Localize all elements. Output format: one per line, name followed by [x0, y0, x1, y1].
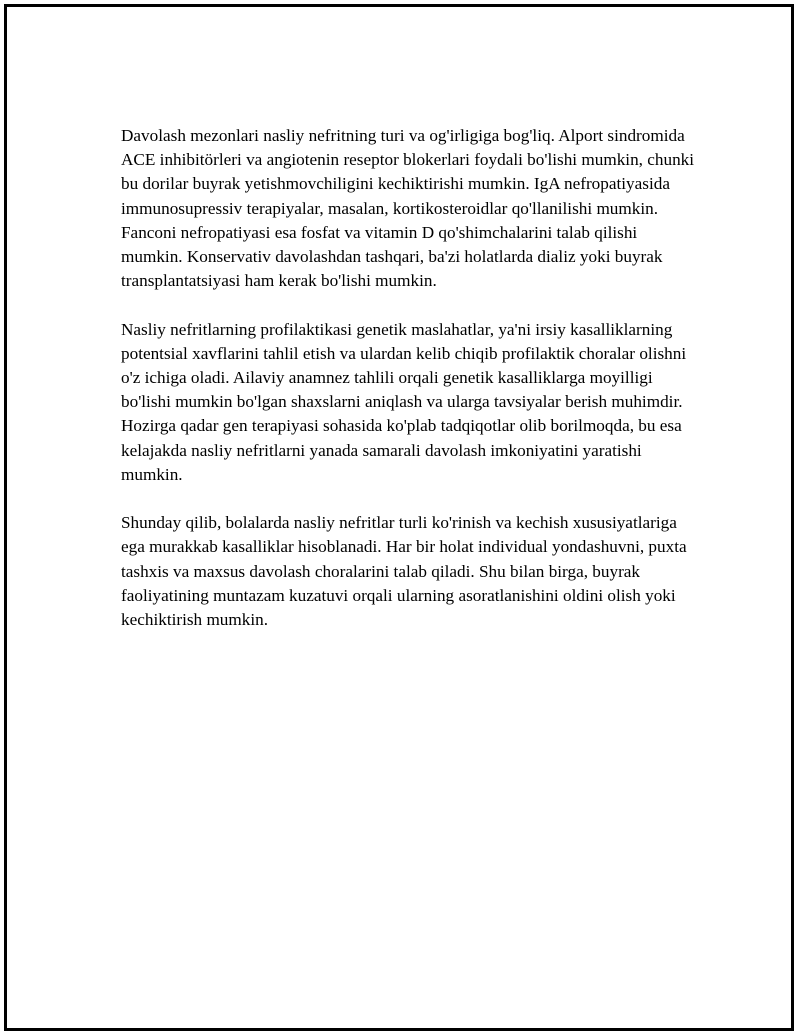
paragraph-treatment: Davolash mezonlari nasliy nefritning turi va og'irligiga bog'liq. Alport sindromida ACE inhibitörleri va angiotenin reseptor blokerlari foydali bo'lishi mumkin, chunki bu dorilar buyrak yetishmovchiligini kechiktirishi mumkin. IgA nefropatiyasida immunosupressiv terapiyalar, masalan, kortikosteroidlar qo'llanilishi mumkin. Fanconi nefropatiyasi esa fosfat va vitamin D qo'shimchalarini talab qilishi mumkin. Konservativ davolashdan tashqari, ba'zi holatlarda dializ yoki buyrak transplantatsiyasi ham kerak bo'lishi mumkin. [121, 126, 695, 291]
document-body [121, 124, 701, 656]
paragraph-prevention: Nasliy nefritlarning profilaktikasi genetik maslahatlar, ya'ni irsiy kasalliklarning potentsial xavflarini tahlil etish va ulardan kelib chiqib profilaktik choralar olishni o'z ichiga oladi. Ailaviy anamnez tahlili orqali genetik kasalliklarga moyilligi bo'lishi mumkin bo'lgan shaxslarni aniqlash va ularga tavsiyalar berish muhimdir. Hozirga qadar gen terapiyasi sohasida ko'plab tadqiqotlar olib borilmoqda, bu esa kelajakda nasliy nefritlarni yanada samarali davolash imkoniyatini yaratishi mumkin. [121, 319, 687, 484]
page-frame [4, 4, 794, 1031]
paragraph-conclusion: Shunday qilib, bolalarda nasliy nefritlar turli ko'rinish va kechish xususiyatlariga ega murakkab kasalliklar hisoblanadi. Har bir holat individual yondashuvni, puxta tashxis va maxsus davolash choralarini talab qiladi. Shu bilan birga, buyrak faoliyatining muntazam kuzatuvi orqali ularning asoratlanishini oldini olish yoki kechiktirish mumkin. [121, 513, 687, 630]
